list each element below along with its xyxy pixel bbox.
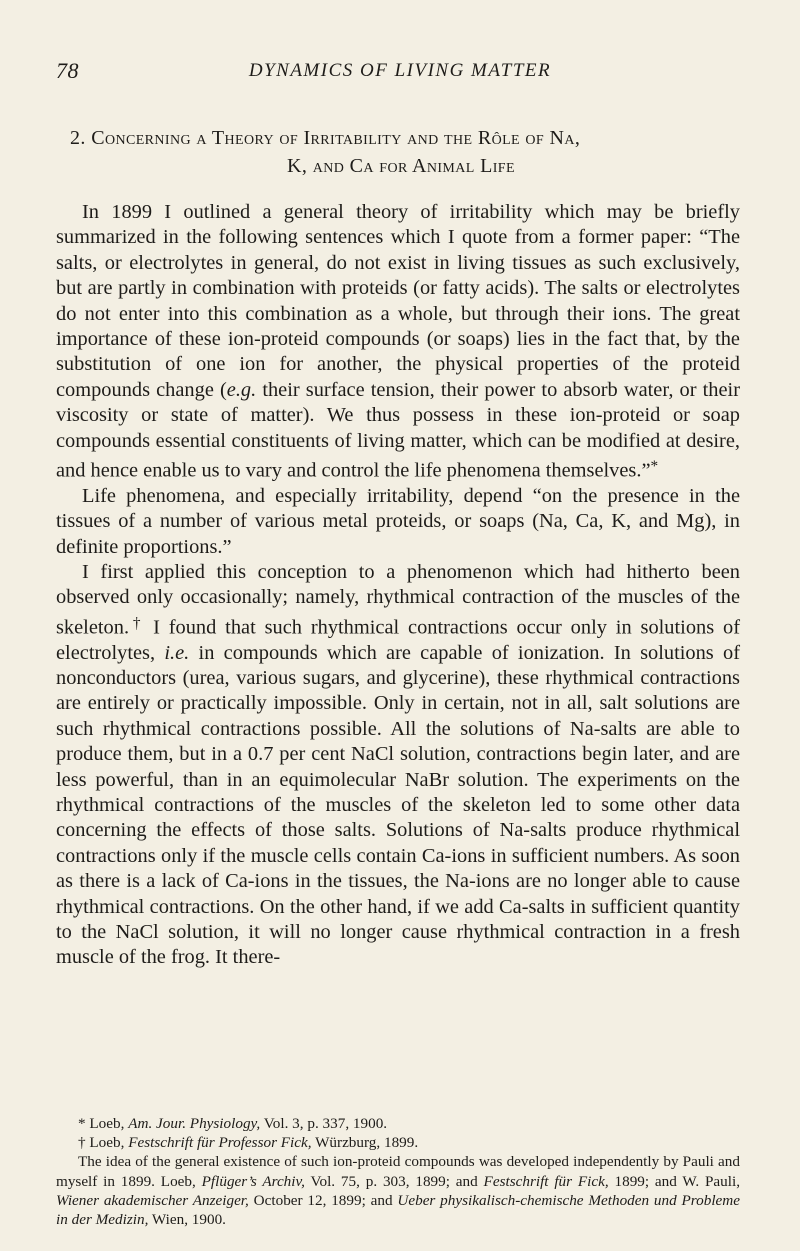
footnote-3 xyxy=(56,1152,740,1229)
running-head xyxy=(56,58,744,88)
footnote-1-mark: * xyxy=(78,1115,86,1132)
footnote-2-text-b: Würzburg, 1899. xyxy=(311,1134,419,1152)
footnote-2-journal: Festschrift für Professor Fick, xyxy=(128,1134,312,1152)
paragraph-1-rest: their surface tension, their power to absorb water, or their viscosity or state of matter). We thus possess in these ion-proteid or soap compounds essential constituents of living matter, which can be modified at desire, and hence enable us to vary and control the life phenomena themselves.” xyxy=(56,378,740,482)
paragraph-1-eg: e.g. xyxy=(226,378,257,401)
footnote-1-text-a: Loeb, xyxy=(85,1115,129,1132)
body-text xyxy=(56,200,740,971)
page-number: 78 xyxy=(56,58,79,83)
section-heading-line-2: K, and Ca for Animal Life xyxy=(287,155,515,177)
footnote-2 xyxy=(56,1133,740,1152)
paragraph-1 xyxy=(56,200,740,484)
footnote-3-text-a: The idea of the general existence of such ion-proteid compounds was developed independently by Pauli and myself in 1899. Loeb, xyxy=(56,1153,740,1190)
paragraph-1-text: In 1899 I outlined a general theory of irritability which may be briefly summarized in the following sentences which I quote from a former paper: “The salts, or electrolytes in general, do not exist in living tissues as such exclusively, but are partly in combination with proteids (or fatty acids). The salts or electrolytes do not enter into this combination as a whole, but through their ions. The great importance of these ion-proteid compounds (or soaps) lies in the fact that, by the substitution of one ion for another, the physical properties of the proteid compounds change ( xyxy=(56,201,740,401)
footnote-3-journal-1: Pflüger’s Archiv, xyxy=(201,1172,305,1190)
footnote-3-journal-4: Ueber physikalisch-chemische Methoden und Probleme in der Medizin, xyxy=(56,1191,741,1229)
footnote-ref-dagger: † xyxy=(129,614,145,632)
footnote-3-text-b: Vol. 75, p. 303, 1899; and xyxy=(304,1172,484,1190)
footnote-1 xyxy=(56,1114,740,1133)
paragraph-3-text-c: in compounds which are capable of ionization. In solutions of nonconductors (urea, various sugars, and glycerine), these rhythmical contractions are entirely or practically impossible. Only in certain, not in all, salt solutions are such rhythmical contractions possible. All the solutions of Na-salts are able to produce them, but in a 0.7 per cent NaCl solution, contractions begin later, and are less powerful, than in an equimolecular NaBr solution. The experiments on the rhythmical contractions of the muscles of the skeleton led to some other data concerning the effects of those salts. Solutions of Na-salts produce rhythmical contractions only if the muscle cells contain Ca-ions in sufficient numbers. As soon as there is a lack of Ca-ions in the tissues, the Na-ions are no longer able to cause rhythmical contractions. On the other hand, if we add Ca-salts in sufficient quantity to the NaCl solution, it will no longer cause rhythmical contraction in a fresh muscle of the frog. It there- xyxy=(56,641,740,969)
footnote-1-text-b: Vol. 3, p. 337, 1900. xyxy=(260,1115,388,1132)
running-title: DYNAMICS OF LIVING MATTER xyxy=(248,60,552,81)
footnote-3-text-c: 1899; and W. Pauli, xyxy=(608,1172,740,1190)
footnotes xyxy=(56,1114,740,1229)
section-heading xyxy=(56,124,746,180)
section-heading-line-1: 2. Concerning a Theory of Irritability and the Rôle of Na, xyxy=(70,127,581,149)
footnote-3-journal-3: Wiener akademischer Anzeiger, xyxy=(56,1191,249,1209)
footnote-3-text-d: October 12, 1899; and xyxy=(248,1191,398,1209)
paragraph-3 xyxy=(56,560,740,971)
footnote-1-journal: Am. Jour. Physiology, xyxy=(128,1115,261,1132)
paragraph-3-text-b: I found that such rhythmical contractions occur only in solutions of electrolytes, xyxy=(56,616,741,664)
footnote-2-mark: † xyxy=(78,1134,86,1152)
paragraph-3-ie: i.e. xyxy=(164,641,190,664)
paragraph-3-text-a: I first applied this conception to a phenomenon which had hitherto been observed only occasionally; namely, rhythmical contraction of the muscles of the skeleton. xyxy=(56,561,740,639)
paragraph-2: Life phenomena, and especially irritability, depend “on the presence in the tissues of a number of various metal proteids, or soaps (Na, Ca, K, and Mg), in definite proportions.” xyxy=(56,484,740,558)
footnote-ref-asterisk: * xyxy=(650,458,659,476)
footnote-2-text-a: Loeb, xyxy=(85,1134,129,1152)
footnote-3-text-e: Wien, 1900. xyxy=(148,1211,226,1229)
footnote-3-journal-2: Festschrift für Fick, xyxy=(483,1172,609,1190)
